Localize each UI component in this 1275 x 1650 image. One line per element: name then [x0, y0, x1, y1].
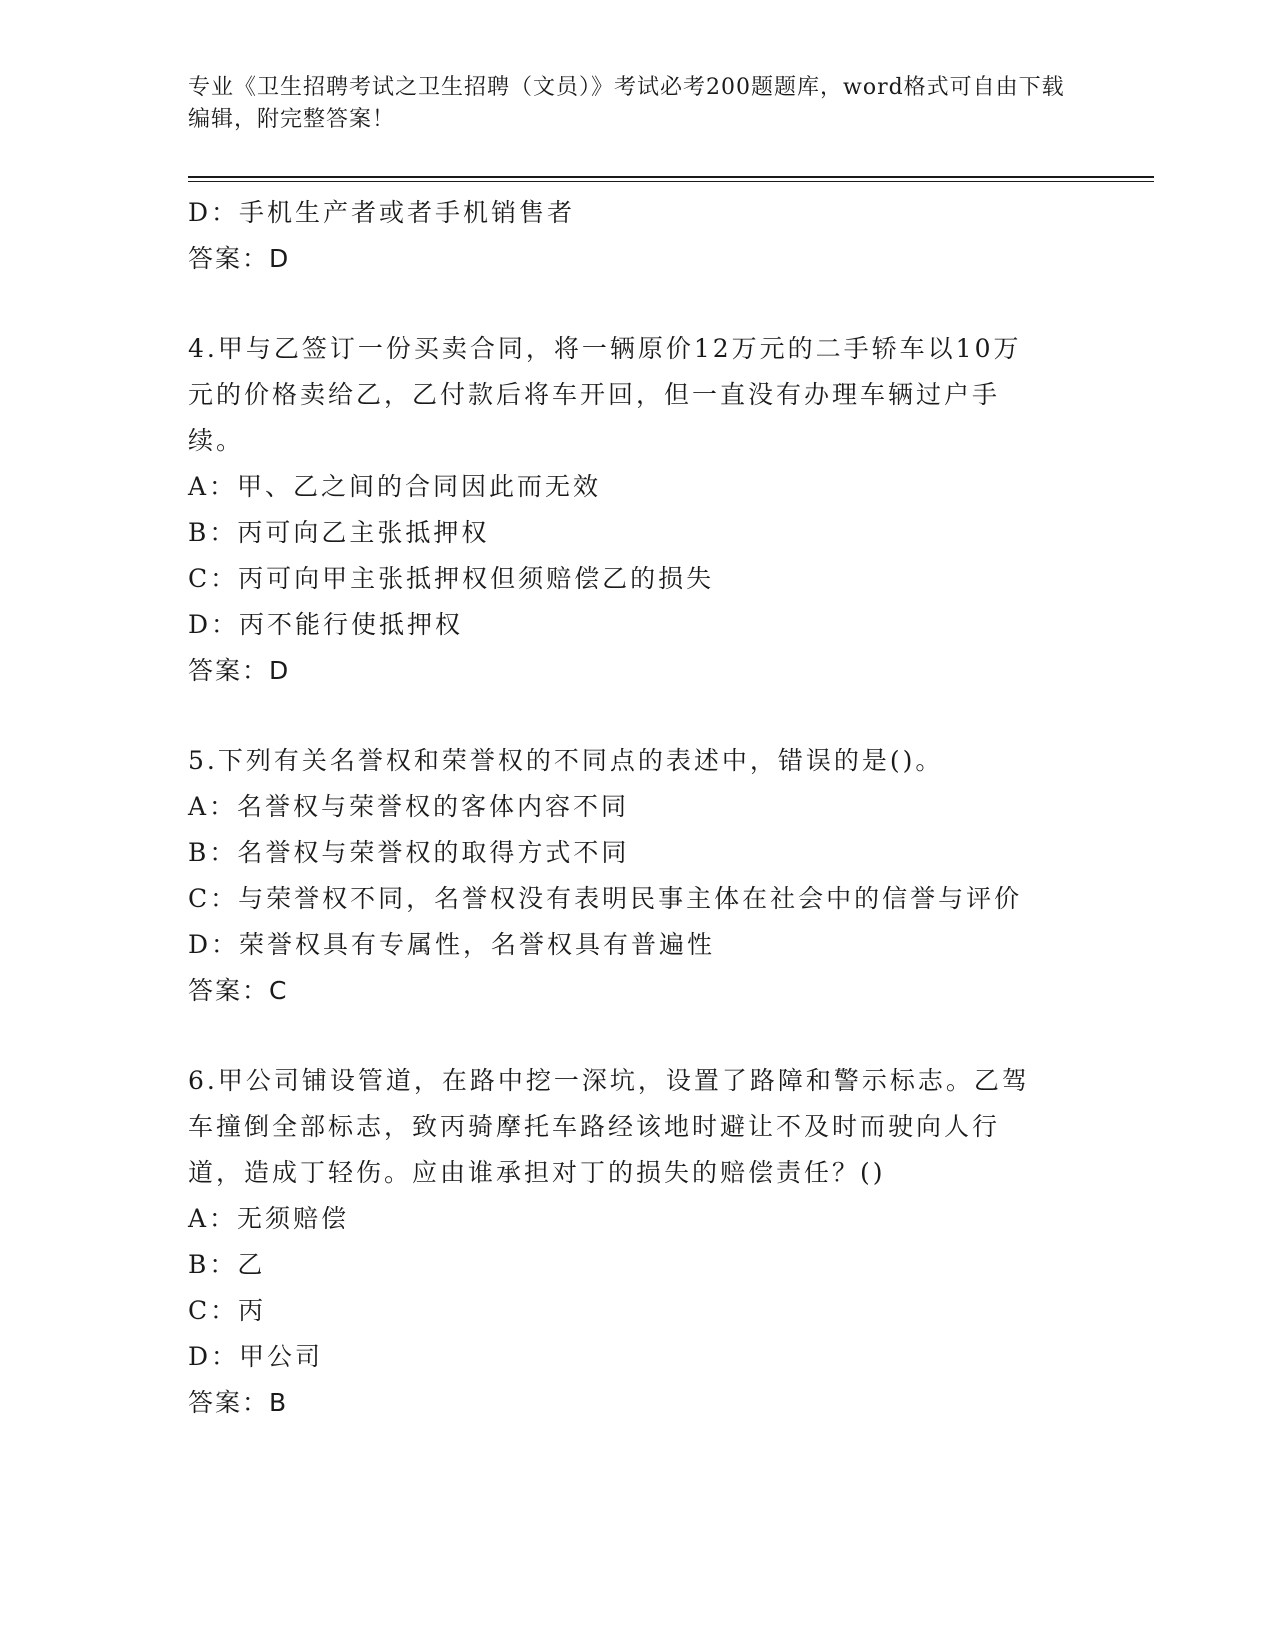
question-6-option-c: C：丙: [188, 1296, 267, 1325]
question-6-option-a: A：无须赔偿: [188, 1204, 350, 1233]
question-6-stem: 6.甲公司铺设管道，在路中挖一深坑，设置了路障和警示标志。乙驾车撞倒全部标志，致丙骑摩托车路经该地时避让不及时而驶向人行道，造成丁轻伤。应由谁承担对丁的损失的赔偿责任？(): [188, 1066, 1030, 1187]
header-divider: [188, 176, 1154, 178]
question-5-option-c: C：与荣誉权不同，名誉权没有表明民事主体在社会中的信誉与评价: [188, 884, 1023, 913]
question-4-option-b: B：丙可向乙主张抵押权: [188, 518, 490, 547]
question-5-option-d: D：荣誉权具有专属性，名誉权具有普遍性: [188, 930, 716, 959]
prev-option-d: D：手机生产者或者手机销售者: [188, 198, 576, 227]
prev-answer: 答案：D: [188, 244, 291, 273]
question-5-stem: 5.下列有关名誉权和荣誉权的不同点的表述中，错误的是()。: [188, 746, 944, 775]
header-divider-thin: [188, 181, 1154, 182]
question-content: [188, 190, 1068, 1426]
question-4-option-a: A：甲、乙之间的合同因此而无效: [188, 472, 602, 501]
question-5-option-b: B：名誉权与荣誉权的取得方式不同: [188, 838, 630, 867]
spacer: [188, 1014, 1068, 1058]
question-6-answer: 答案：B: [188, 1388, 289, 1417]
spacer: [188, 694, 1068, 738]
document-header: 专业《卫生招聘考试之卫生招聘（文员）》考试必考200题题库，word格式可自由下载编辑，附完整答案！: [188, 75, 1065, 132]
question-5-answer: 答案：C: [188, 976, 289, 1005]
question-4-stem: 4.甲与乙签订一份买卖合同，将一辆原价12万元的二手轿车以10万元的价格卖给乙，乙付款后将车开回，但一直没有办理车辆过户手续。: [188, 334, 1022, 455]
question-4-answer: 答案：D: [188, 656, 291, 685]
question-5-option-a: A：名誉权与荣誉权的客体内容不同: [188, 792, 630, 821]
question-6-option-d: D：甲公司: [188, 1342, 324, 1371]
question-4-option-c: C：丙可向甲主张抵押权但须赔偿乙的损失: [188, 564, 715, 593]
spacer: [188, 282, 1068, 326]
question-6-option-b: B：乙: [188, 1250, 266, 1279]
question-4-option-d: D：丙不能行使抵押权: [188, 610, 464, 639]
